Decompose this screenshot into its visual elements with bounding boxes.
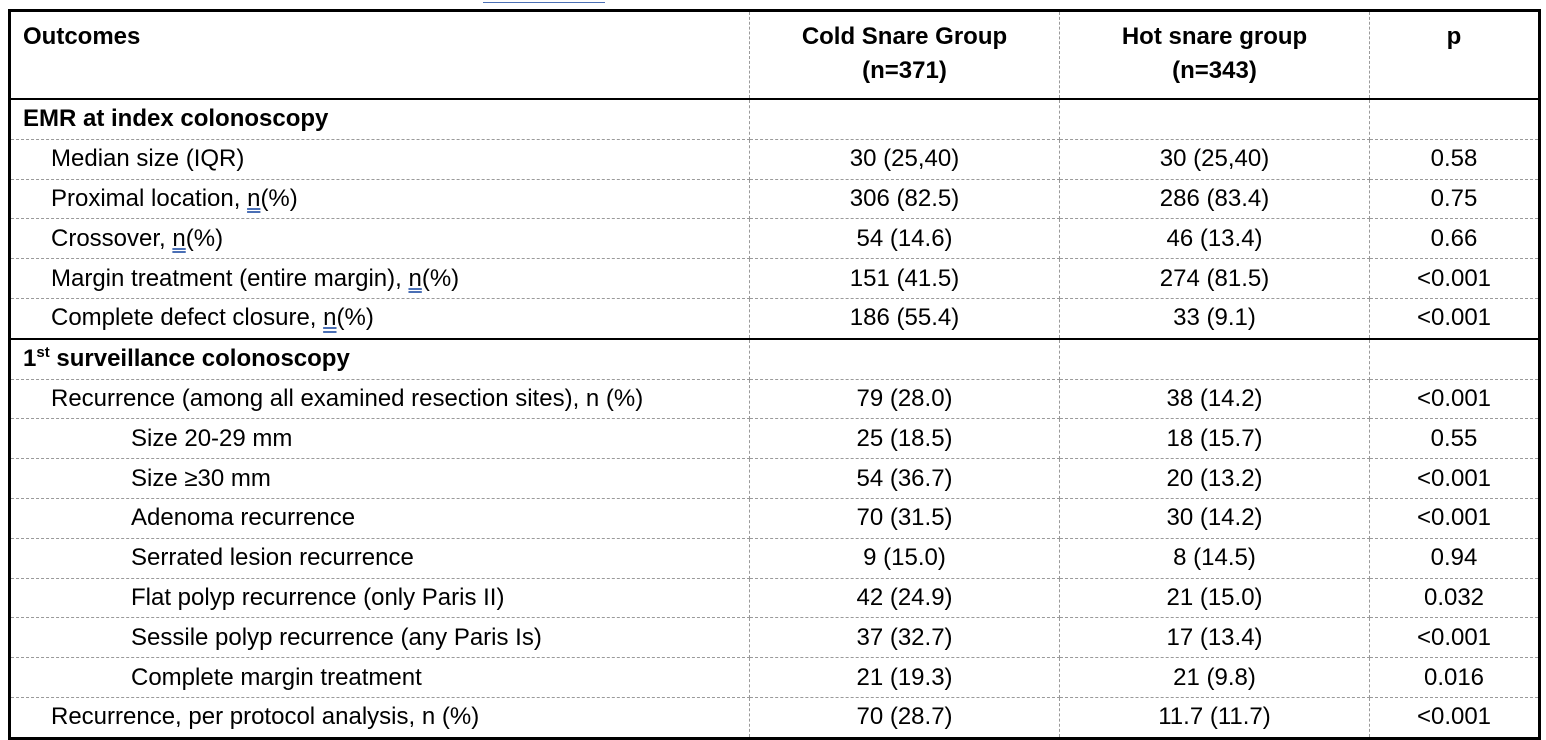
cold-value: 79 (28.0) [750, 379, 1060, 419]
header-outcomes: Outcomes [10, 11, 750, 100]
table-row [10, 179, 1540, 219]
section-title-emr: EMR at index colonoscopy [10, 99, 750, 139]
row-label: Sessile polyp recurrence (any Paris Is) [10, 618, 750, 658]
p-value: 0.58 [1370, 139, 1540, 179]
hot-value: 46 (13.4) [1060, 219, 1370, 259]
p-value: 0.016 [1370, 658, 1540, 698]
cropped-previous-line [0, 0, 1546, 8]
p-value: 0.94 [1370, 538, 1540, 578]
p-value: <0.001 [1370, 298, 1540, 338]
table-row [10, 379, 1540, 419]
p-value: <0.001 [1370, 259, 1540, 299]
row-label: Recurrence (among all examined resection sites), n (%) [10, 379, 750, 419]
p-value: 0.75 [1370, 179, 1540, 219]
cold-value: 186 (55.4) [750, 298, 1060, 338]
cold-value: 306 (82.5) [750, 179, 1060, 219]
header-p-value: p [1370, 11, 1540, 100]
hot-value: 17 (13.4) [1060, 618, 1370, 658]
table-row [10, 697, 1540, 738]
cold-value: 21 (19.3) [750, 658, 1060, 698]
header-row [10, 11, 1540, 100]
cold-value: 9 (15.0) [750, 538, 1060, 578]
cold-value: 54 (14.6) [750, 219, 1060, 259]
row-label: Median size (IQR) [10, 139, 750, 179]
row-label: Proximal location, n(%) [10, 179, 750, 219]
cropped-link-underline [483, 2, 605, 3]
row-label: Adenoma recurrence [10, 498, 750, 538]
table-row [10, 578, 1540, 618]
row-label: Recurrence, per protocol analysis, n (%) [10, 697, 750, 738]
table-row [10, 538, 1540, 578]
row-label: Crossover, n(%) [10, 219, 750, 259]
hot-value: 30 (25,40) [1060, 139, 1370, 179]
hot-value: 18 (15.7) [1060, 419, 1370, 459]
p-value: 0.66 [1370, 219, 1540, 259]
cold-value: 151 (41.5) [750, 259, 1060, 299]
row-label: Flat polyp recurrence (only Paris II) [10, 578, 750, 618]
hot-value: 20 (13.2) [1060, 459, 1370, 499]
p-value: <0.001 [1370, 697, 1540, 738]
hot-value: 11.7 (11.7) [1060, 697, 1370, 738]
header-cold-snare: Cold Snare Group (n=371) [750, 11, 1060, 100]
p-value: 0.55 [1370, 419, 1540, 459]
hot-value: 30 (14.2) [1060, 498, 1370, 538]
outcomes-table [8, 9, 1541, 740]
cold-value: 54 (36.7) [750, 459, 1060, 499]
header-hot-snare: Hot snare group (n=343) [1060, 11, 1370, 100]
row-label: Serrated lesion recurrence [10, 538, 750, 578]
row-label: Complete margin treatment [10, 658, 750, 698]
cold-value: 25 (18.5) [750, 419, 1060, 459]
cold-value: 70 (31.5) [750, 498, 1060, 538]
p-value: <0.001 [1370, 498, 1540, 538]
table-row [10, 139, 1540, 179]
section-title-surveillance: 1st surveillance colonoscopy [10, 339, 750, 379]
p-value: <0.001 [1370, 618, 1540, 658]
hot-value: 8 (14.5) [1060, 538, 1370, 578]
table-row [10, 419, 1540, 459]
p-value: <0.001 [1370, 379, 1540, 419]
table-row [10, 618, 1540, 658]
cold-value: 70 (28.7) [750, 697, 1060, 738]
hot-value: 274 (81.5) [1060, 259, 1370, 299]
hot-value: 33 (9.1) [1060, 298, 1370, 338]
table-row [10, 298, 1540, 338]
cold-value: 30 (25,40) [750, 139, 1060, 179]
row-label: Size 20-29 mm [10, 419, 750, 459]
section-row-surveillance [10, 339, 1540, 379]
table-row [10, 658, 1540, 698]
section-row-emr [10, 99, 1540, 139]
table-row [10, 219, 1540, 259]
cold-value: 42 (24.9) [750, 578, 1060, 618]
p-value: 0.032 [1370, 578, 1540, 618]
hot-value: 38 (14.2) [1060, 379, 1370, 419]
table-row [10, 498, 1540, 538]
table-row [10, 259, 1540, 299]
hot-value: 21 (9.8) [1060, 658, 1370, 698]
row-label: Size ≥30 mm [10, 459, 750, 499]
table-row [10, 459, 1540, 499]
hot-value: 21 (15.0) [1060, 578, 1370, 618]
hot-value: 286 (83.4) [1060, 179, 1370, 219]
cold-value: 37 (32.7) [750, 618, 1060, 658]
row-label: Margin treatment (entire margin), n(%) [10, 259, 750, 299]
row-label: Complete defect closure, n(%) [10, 298, 750, 338]
p-value: <0.001 [1370, 459, 1540, 499]
